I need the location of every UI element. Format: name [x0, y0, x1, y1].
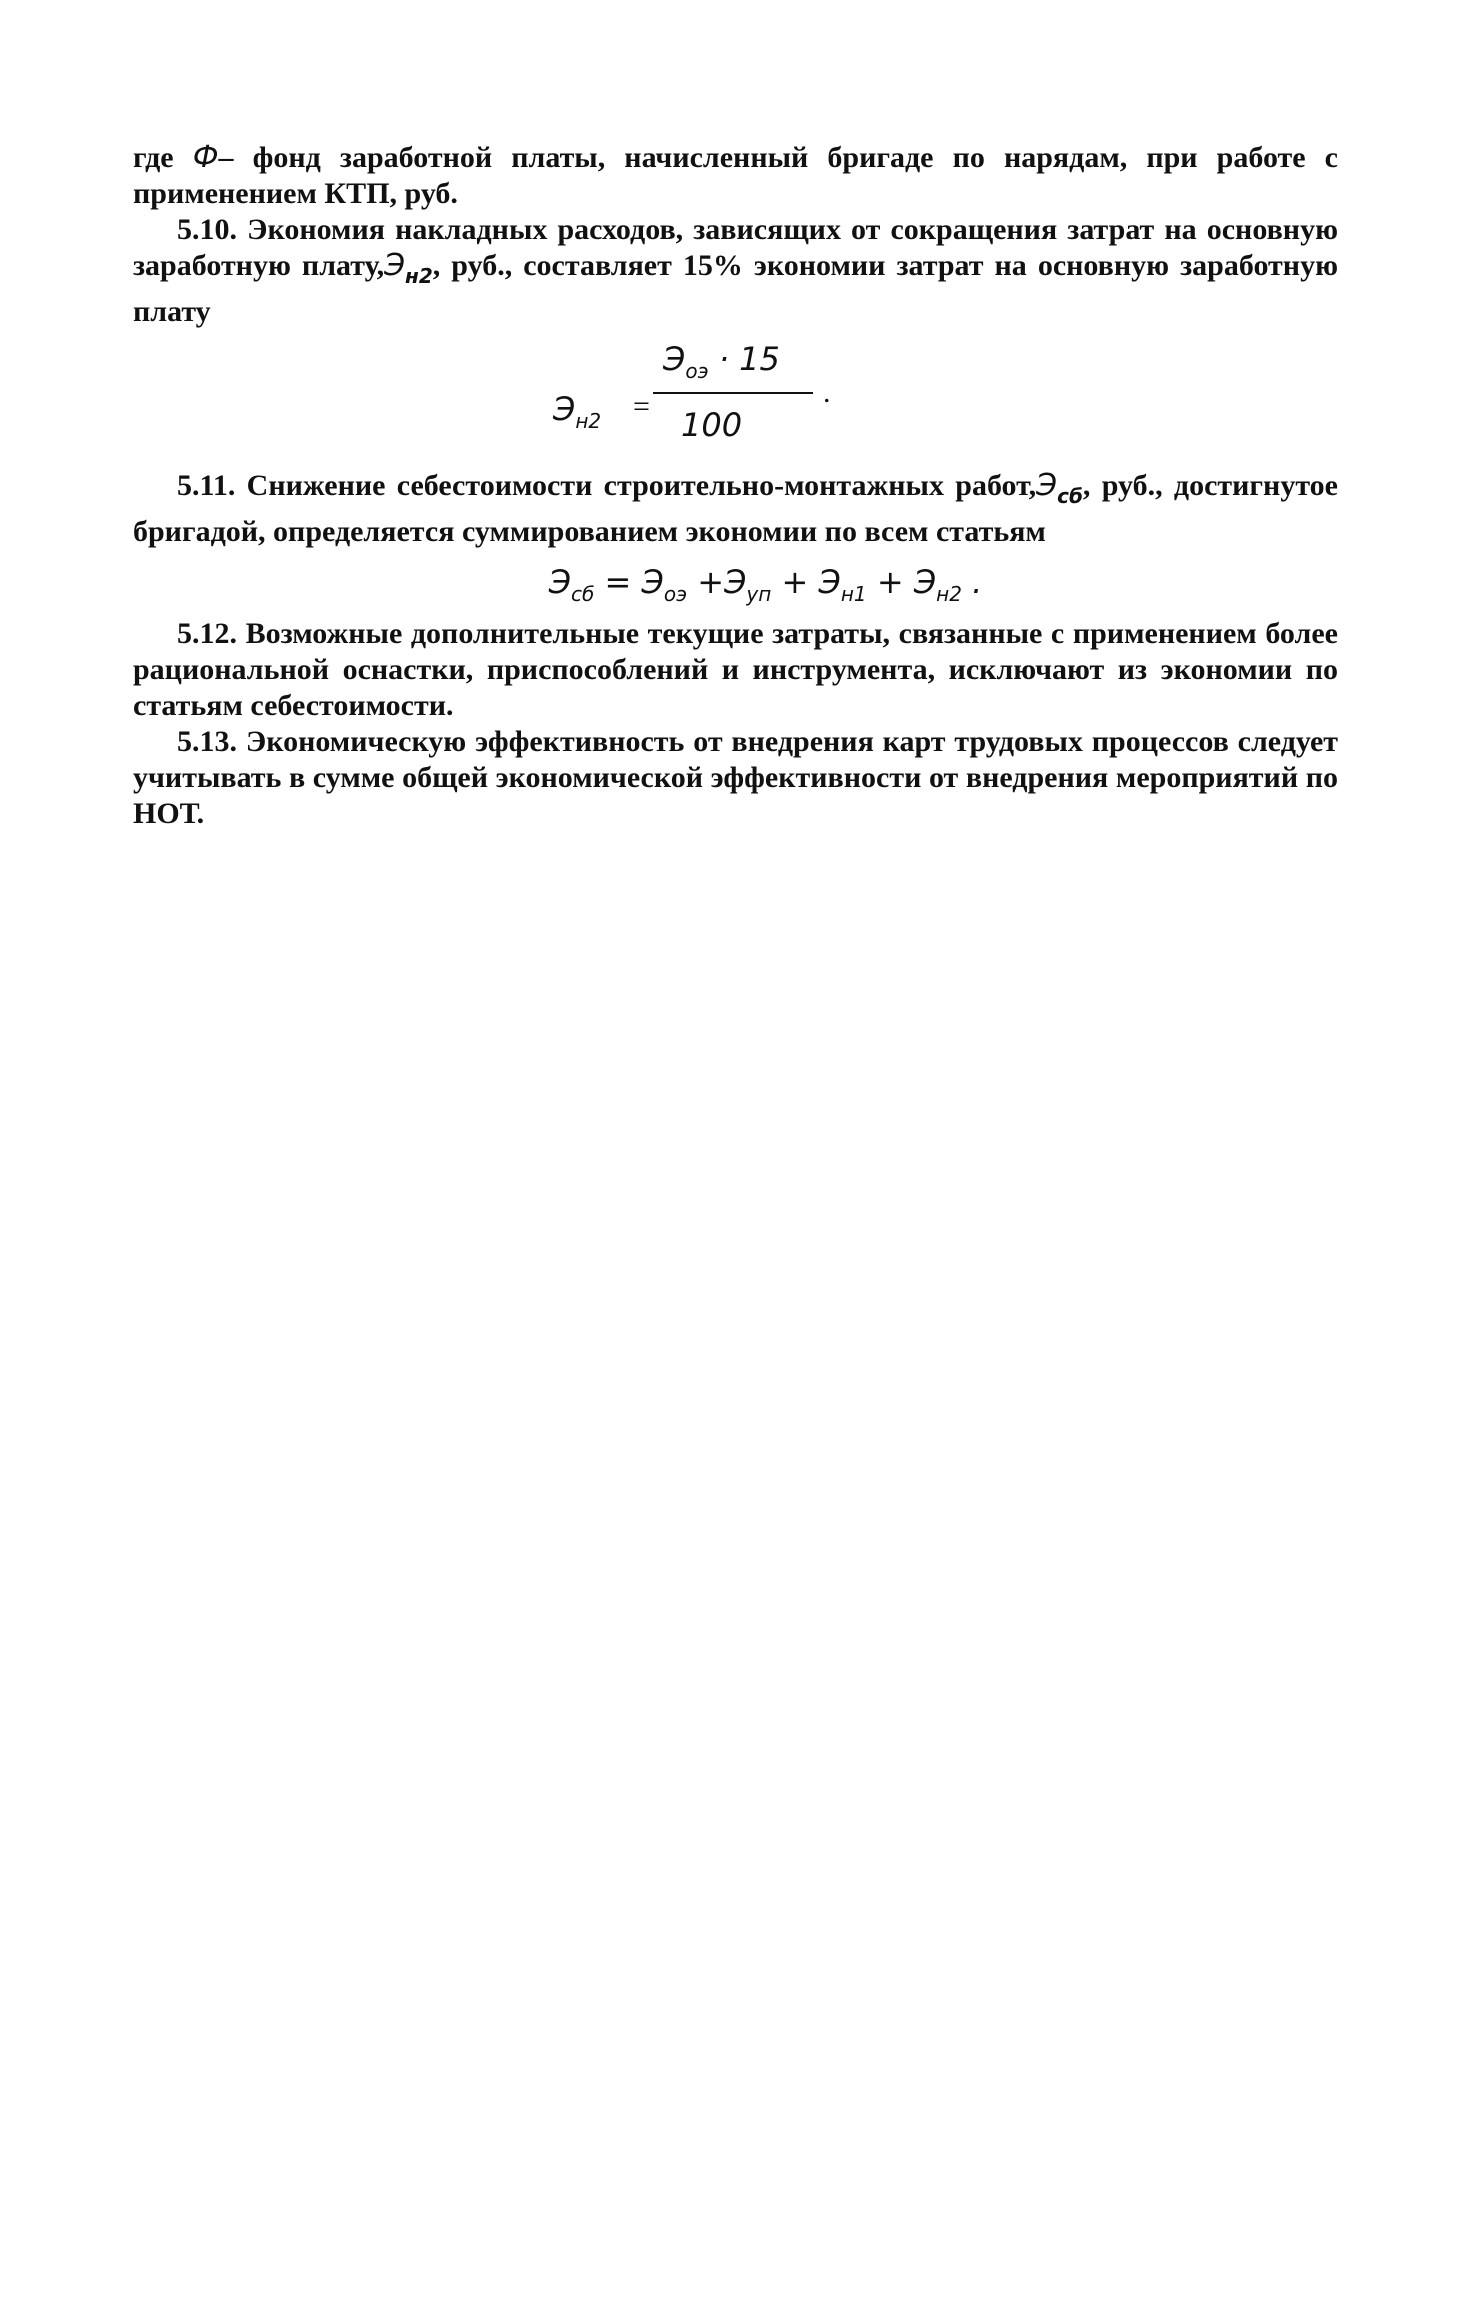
formula-end-dot: . — [823, 376, 831, 409]
formula-equals: = — [633, 390, 650, 423]
paragraph-5-10 — [133, 212, 1338, 330]
paragraph-text: Возможные дополнительные текущие затраты, связанные с применением более рациональной оснастки, приспособлений и инструмента, исключают из экономии по статьям себестоимости. — [133, 617, 1338, 722]
num-subscript: оэ — [685, 359, 709, 383]
symbol-e: Э — [1036, 468, 1058, 503]
num-symbol: Э — [663, 340, 686, 378]
formula-numerator — [663, 340, 780, 383]
term-symbol: Э — [913, 563, 937, 601]
document-page — [133, 140, 1338, 832]
symbol-subscript: сб — [1057, 484, 1083, 508]
term-subscript: сб — [571, 582, 595, 606]
formula-lhs — [553, 390, 601, 433]
term-subscript: н2 — [936, 582, 962, 606]
term-symbol: Э — [548, 563, 572, 601]
text-rest: – фонд заработной платы, начисленный бригаде по нарядам, при работе с применением КТП, руб. — [133, 141, 1338, 210]
formula-equals: = — [604, 563, 632, 601]
lhs-subscript: н2 — [575, 409, 602, 433]
paragraph-text: Снижение себестоимости строительно-монтажных работ, — [246, 469, 1037, 502]
section-number: 5.12. — [177, 617, 237, 650]
section-number: 5.11. — [177, 469, 236, 502]
text-lead: где — [133, 141, 174, 174]
formula-overhead-savings — [133, 340, 1338, 460]
paragraph-5-12 — [133, 616, 1338, 724]
term-subscript: оэ — [663, 582, 688, 606]
paragraph-text: Экономическую эффективность от внедрения карт трудовых процессов следует учитывать в сумме общей экономической эффективности от внедрения мероприятий по НОТ. — [133, 725, 1339, 830]
symbol-subscript: н2 — [405, 264, 433, 288]
section-number: 5.13. — [177, 725, 237, 758]
section-number: 5.10. — [177, 213, 237, 246]
symbol-phi: Ф — [192, 140, 219, 175]
formula-end-dot: . — [972, 563, 983, 601]
term-subscript: уп — [746, 582, 772, 606]
num-multiplier: · 15 — [718, 340, 780, 378]
plus-sign: + — [697, 563, 725, 601]
formula-denominator: 100 — [681, 406, 743, 444]
plus-sign: + — [781, 563, 809, 601]
term-subscript: н1 — [840, 582, 867, 606]
paragraph-text: Экономия накладных расходов, зависящих от сокращения затрат на основную заработную плату, — [133, 213, 1339, 282]
plus-sign: + — [876, 563, 904, 601]
lhs-symbol: Э — [553, 390, 576, 428]
paragraph-text: , руб., составляет 15% экономии затрат на основную заработную плату — [133, 249, 1338, 328]
term-symbol: Э — [641, 563, 664, 601]
paragraph-5-13 — [133, 724, 1338, 832]
formula-cost-reduction — [193, 560, 1338, 616]
term-symbol: Э — [724, 563, 747, 601]
symbol-e: Э — [384, 248, 406, 283]
term-symbol: Э — [818, 563, 841, 601]
fraction-bar — [653, 392, 813, 394]
paragraph-text: , руб., достигнутое бригадой, определяется суммированием экономии по всем статьям — [133, 469, 1338, 548]
paragraph-5-11 — [133, 468, 1338, 550]
paragraph-phi-definition — [133, 140, 1338, 212]
